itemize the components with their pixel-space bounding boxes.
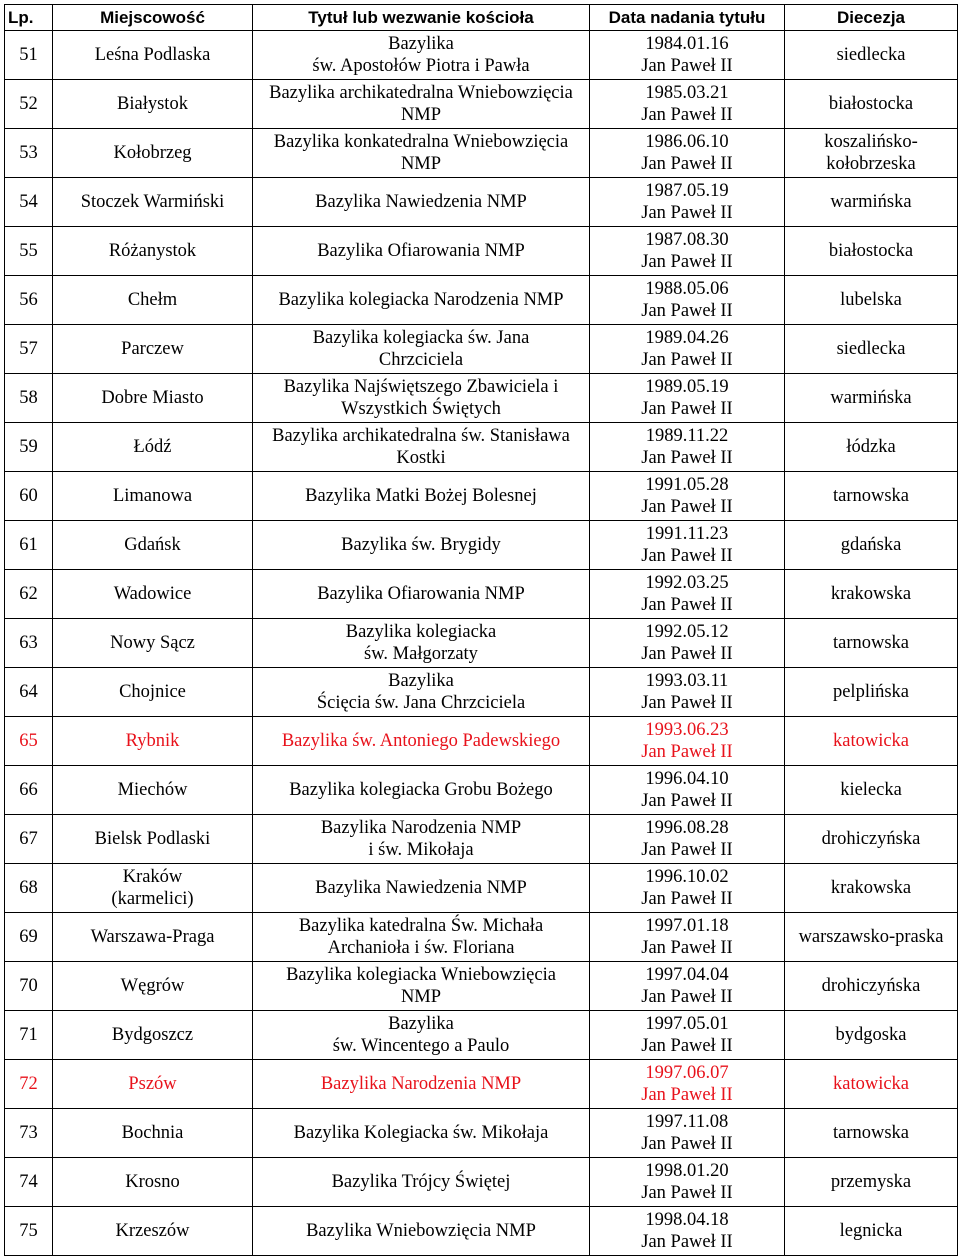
cell-diocese: lubelska [785, 276, 958, 325]
cell-date [590, 276, 785, 325]
table-row [5, 325, 958, 374]
cell-lp: 53 [5, 129, 53, 178]
table-row [5, 668, 958, 717]
cell-diocese: legnicka [785, 1207, 958, 1256]
cell-date [590, 423, 785, 472]
cell-lp: 56 [5, 276, 53, 325]
cell-diocese: pelplińska [785, 668, 958, 717]
cell-place: Węgrów [53, 962, 253, 1011]
cell-place: Bochnia [53, 1109, 253, 1158]
cell-date [590, 668, 785, 717]
cell-diocese: krakowska [785, 570, 958, 619]
date-value: 1993.06.23 [645, 720, 729, 740]
cell-date [590, 178, 785, 227]
pope-name: Jan Paweł II [641, 252, 733, 272]
date-value: 1992.03.25 [645, 573, 729, 593]
cell-title: Bazylika katedralna Św. Michała Archanioła i św. Floriana [253, 913, 590, 962]
pope-name: Jan Paweł II [641, 546, 733, 566]
cell-title: Bazylika Najświętszego Zbawiciela i Wszystkich Świętych [253, 374, 590, 423]
cell-diocese: katowicka [785, 1060, 958, 1109]
table-row [5, 1011, 958, 1060]
date-value: 1996.10.02 [645, 867, 729, 887]
date-value: 1992.05.12 [645, 622, 729, 642]
date-value: 1996.04.10 [645, 769, 729, 789]
cell-title: Bazylika Ofiarowania NMP [253, 227, 590, 276]
cell-date [590, 1060, 785, 1109]
cell-lp: 66 [5, 766, 53, 815]
date-value: 1988.05.06 [645, 279, 729, 299]
cell-lp: 59 [5, 423, 53, 472]
date-value: 1996.08.28 [645, 818, 729, 838]
cell-lp: 60 [5, 472, 53, 521]
cell-title: Bazylika św. Apostołów Piotra i Pawła [253, 31, 590, 80]
cell-lp: 71 [5, 1011, 53, 1060]
cell-diocese: białostocka [785, 80, 958, 129]
pope-name: Jan Paweł II [641, 938, 733, 958]
date-value: 1998.01.20 [645, 1161, 729, 1181]
pope-name: Jan Paweł II [641, 840, 733, 860]
date-value: 1985.03.21 [645, 83, 729, 103]
cell-date [590, 1011, 785, 1060]
date-value: 1989.11.22 [645, 426, 729, 446]
cell-title: Bazylika Wniebowzięcia NMP [253, 1207, 590, 1256]
cell-date [590, 1109, 785, 1158]
date-value: 1997.01.18 [645, 916, 729, 936]
table-body [5, 31, 958, 1256]
header-title: Tytuł lub wezwanie kościoła [253, 5, 590, 31]
header-lp: Lp. [5, 5, 53, 31]
cell-date [590, 31, 785, 80]
cell-diocese: kielecka [785, 766, 958, 815]
cell-lp: 75 [5, 1207, 53, 1256]
pope-name: Jan Paweł II [641, 1134, 733, 1154]
cell-title: Bazylika kolegiacka św. Małgorzaty [253, 619, 590, 668]
date-value: 1984.01.16 [645, 34, 729, 54]
cell-place: Kraków (karmelici) [53, 864, 253, 913]
cell-place: Kołobrzeg [53, 129, 253, 178]
cell-lp: 65 [5, 717, 53, 766]
cell-title: Bazylika św. Antoniego Padewskiego [253, 717, 590, 766]
cell-lp: 61 [5, 521, 53, 570]
pope-name: Jan Paweł II [641, 595, 733, 615]
cell-place: Chojnice [53, 668, 253, 717]
cell-title: Bazylika archikatedralna św. Stanisława Kostki [253, 423, 590, 472]
cell-lp: 55 [5, 227, 53, 276]
cell-diocese: siedlecka [785, 31, 958, 80]
cell-title: Bazylika kolegiacka Grobu Bożego [253, 766, 590, 815]
cell-lp: 58 [5, 374, 53, 423]
cell-diocese: katowicka [785, 717, 958, 766]
cell-place: Bydgoszcz [53, 1011, 253, 1060]
pope-name: Jan Paweł II [641, 301, 733, 321]
cell-place: Rybnik [53, 717, 253, 766]
table-row [5, 1060, 958, 1109]
date-value: 1997.06.07 [645, 1063, 729, 1083]
pope-name: Jan Paweł II [641, 791, 733, 811]
cell-date [590, 1158, 785, 1207]
pope-name: Jan Paweł II [641, 693, 733, 713]
table-row [5, 619, 958, 668]
table-row [5, 129, 958, 178]
table-row [5, 1158, 958, 1207]
cell-title: Bazylika Narodzenia NMP [253, 1060, 590, 1109]
cell-date [590, 374, 785, 423]
cell-lp: 63 [5, 619, 53, 668]
date-value: 1997.11.08 [645, 1112, 729, 1132]
cell-place: Krzeszów [53, 1207, 253, 1256]
pope-name: Jan Paweł II [641, 987, 733, 1007]
table-row [5, 815, 958, 864]
table-row [5, 227, 958, 276]
cell-diocese: przemyska [785, 1158, 958, 1207]
cell-place: Limanowa [53, 472, 253, 521]
cell-place: Pszów [53, 1060, 253, 1109]
cell-date [590, 913, 785, 962]
cell-diocese: tarnowska [785, 1109, 958, 1158]
date-value: 1993.03.11 [645, 671, 729, 691]
table-row [5, 864, 958, 913]
cell-lp: 52 [5, 80, 53, 129]
pope-name: Jan Paweł II [641, 1085, 733, 1105]
cell-title: Bazylika św. Brygidy [253, 521, 590, 570]
cell-date [590, 815, 785, 864]
cell-place: Białystok [53, 80, 253, 129]
cell-place: Warszawa-Praga [53, 913, 253, 962]
cell-diocese: białostocka [785, 227, 958, 276]
cell-date [590, 619, 785, 668]
table-row [5, 423, 958, 472]
cell-date [590, 864, 785, 913]
cell-place: Dobre Miasto [53, 374, 253, 423]
pope-name: Jan Paweł II [641, 1232, 733, 1252]
cell-place: Różanystok [53, 227, 253, 276]
cell-date [590, 521, 785, 570]
date-value: 1991.11.23 [645, 524, 729, 544]
cell-diocese: warmińska [785, 374, 958, 423]
table-row [5, 472, 958, 521]
cell-lp: 74 [5, 1158, 53, 1207]
cell-place: Łódź [53, 423, 253, 472]
cell-lp: 62 [5, 570, 53, 619]
table-row [5, 31, 958, 80]
cell-date [590, 227, 785, 276]
table-row [5, 374, 958, 423]
cell-title: Bazylika Kolegiacka św. Mikołaja [253, 1109, 590, 1158]
cell-date [590, 472, 785, 521]
cell-title: Bazylika kolegiacka Wniebowzięcia NMP [253, 962, 590, 1011]
header-diocese: Diecezja [785, 5, 958, 31]
cell-diocese: tarnowska [785, 472, 958, 521]
cell-lp: 54 [5, 178, 53, 227]
cell-place: Gdańsk [53, 521, 253, 570]
basilica-table [4, 4, 958, 1256]
cell-lp: 67 [5, 815, 53, 864]
cell-place: Nowy Sącz [53, 619, 253, 668]
cell-title: Bazylika Ścięcia św. Jana Chrzciciela [253, 668, 590, 717]
cell-date [590, 766, 785, 815]
date-value: 1998.04.18 [645, 1210, 729, 1230]
cell-title: Bazylika Narodzenia NMP i św. Mikołaja [253, 815, 590, 864]
cell-date [590, 717, 785, 766]
cell-diocese: warszawsko-praska [785, 913, 958, 962]
table-row [5, 80, 958, 129]
cell-place: Parczew [53, 325, 253, 374]
table-row [5, 962, 958, 1011]
cell-title: Bazylika Nawiedzenia NMP [253, 864, 590, 913]
cell-date [590, 1207, 785, 1256]
table-header [5, 5, 958, 31]
cell-lp: 64 [5, 668, 53, 717]
cell-place: Miechów [53, 766, 253, 815]
cell-title: Bazylika Trójcy Świętej [253, 1158, 590, 1207]
table-row [5, 178, 958, 227]
table-row [5, 570, 958, 619]
cell-diocese: siedlecka [785, 325, 958, 374]
cell-date [590, 325, 785, 374]
cell-diocese: warmińska [785, 178, 958, 227]
pope-name: Jan Paweł II [641, 448, 733, 468]
date-value: 1989.04.26 [645, 328, 729, 348]
cell-diocese: tarnowska [785, 619, 958, 668]
table-row [5, 913, 958, 962]
date-value: 1986.06.10 [645, 132, 729, 152]
cell-diocese: bydgoska [785, 1011, 958, 1060]
date-value: 1997.04.04 [645, 965, 729, 985]
cell-lp: 73 [5, 1109, 53, 1158]
pope-name: Jan Paweł II [641, 56, 733, 76]
cell-title: Bazylika Matki Bożej Bolesnej [253, 472, 590, 521]
pope-name: Jan Paweł II [641, 1036, 733, 1056]
cell-date [590, 570, 785, 619]
pope-name: Jan Paweł II [641, 497, 733, 517]
date-value: 1991.05.28 [645, 475, 729, 495]
cell-title: Bazylika konkatedralna Wniebowzięcia NMP [253, 129, 590, 178]
header-place: Miejscowość [53, 5, 253, 31]
table-row [5, 276, 958, 325]
table-row [5, 766, 958, 815]
table-row [5, 521, 958, 570]
date-value: 1987.08.30 [645, 230, 729, 250]
cell-place: Wadowice [53, 570, 253, 619]
cell-diocese: drohiczyńska [785, 962, 958, 1011]
date-value: 1989.05.19 [645, 377, 729, 397]
cell-title: Bazylika kolegiacka Narodzenia NMP [253, 276, 590, 325]
cell-date [590, 962, 785, 1011]
cell-place: Krosno [53, 1158, 253, 1207]
pope-name: Jan Paweł II [641, 350, 733, 370]
cell-place: Bielsk Podlaski [53, 815, 253, 864]
cell-lp: 69 [5, 913, 53, 962]
header-date: Data nadania tytułu [590, 5, 785, 31]
cell-diocese: krakowska [785, 864, 958, 913]
pope-name: Jan Paweł II [641, 399, 733, 419]
cell-date [590, 129, 785, 178]
cell-place: Leśna Podlaska [53, 31, 253, 80]
cell-lp: 57 [5, 325, 53, 374]
pope-name: Jan Paweł II [641, 203, 733, 223]
cell-diocese: gdańska [785, 521, 958, 570]
cell-place: Chełm [53, 276, 253, 325]
cell-title: Bazylika Ofiarowania NMP [253, 570, 590, 619]
pope-name: Jan Paweł II [641, 154, 733, 174]
cell-diocese: koszalińsko- kołobrzeska [785, 129, 958, 178]
pope-name: Jan Paweł II [641, 1183, 733, 1203]
cell-title: Bazylika Nawiedzenia NMP [253, 178, 590, 227]
cell-title: Bazylika kolegiacka św. Jana Chrzciciela [253, 325, 590, 374]
cell-lp: 72 [5, 1060, 53, 1109]
cell-title: Bazylika św. Wincentego a Paulo [253, 1011, 590, 1060]
pope-name: Jan Paweł II [641, 742, 733, 762]
cell-diocese: drohiczyńska [785, 815, 958, 864]
cell-lp: 68 [5, 864, 53, 913]
table-row [5, 1207, 958, 1256]
cell-title: Bazylika archikatedralna Wniebowzięcia NMP [253, 80, 590, 129]
date-value: 1997.05.01 [645, 1014, 729, 1034]
cell-diocese: łódzka [785, 423, 958, 472]
table-row [5, 1109, 958, 1158]
table-row [5, 717, 958, 766]
date-value: 1987.05.19 [645, 181, 729, 201]
pope-name: Jan Paweł II [641, 889, 733, 909]
header-row [5, 5, 958, 31]
cell-lp: 51 [5, 31, 53, 80]
pope-name: Jan Paweł II [641, 644, 733, 664]
cell-place: Stoczek Warmiński [53, 178, 253, 227]
cell-lp: 70 [5, 962, 53, 1011]
cell-date [590, 80, 785, 129]
pope-name: Jan Paweł II [641, 105, 733, 125]
